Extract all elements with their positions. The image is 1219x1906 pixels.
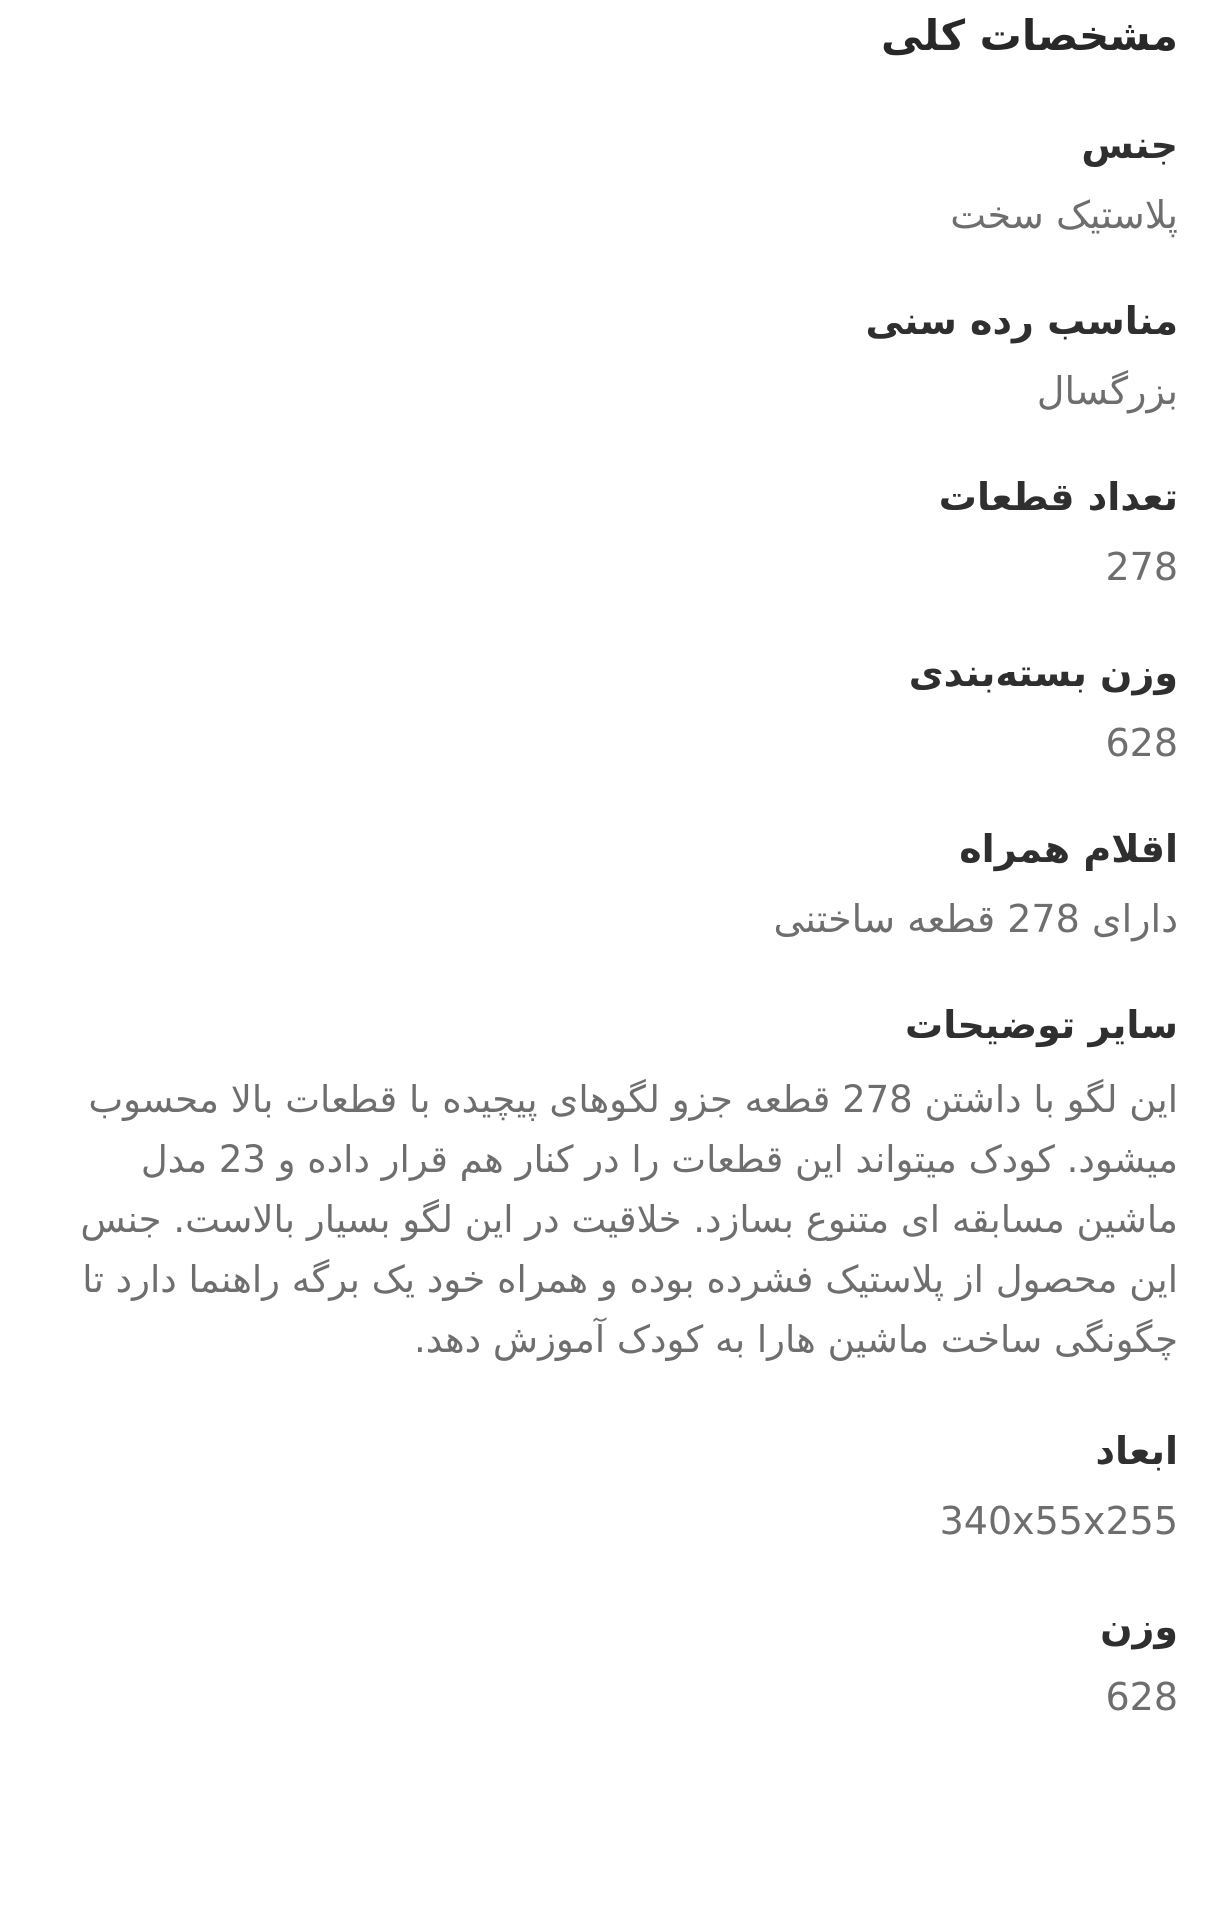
spec-list [40, 120, 1178, 1722]
spec-label: اقلام همراه [959, 827, 1178, 871]
spec-label: جنس [1081, 123, 1178, 167]
spec-value: 628 [1105, 1675, 1178, 1719]
spec-label: مناسب رده سنی [865, 299, 1178, 343]
spec-value: 628 [1105, 721, 1178, 765]
spec-item-piece-count [40, 472, 1178, 592]
page-title: مشخصات کلی [880, 11, 1178, 60]
spec-value: 278 [1105, 545, 1178, 589]
spec-value: بزرگسال [1036, 369, 1178, 413]
spec-item-included-items [40, 824, 1178, 944]
spec-label: ابعاد [1095, 1429, 1178, 1473]
spec-label: وزن [1100, 1605, 1178, 1649]
spec-value: این لگو با داشتن 278 قطعه جزو لگوهای پیچیده با قطعات بالا محسوب میشود. کودک میتواند این قطعات را در کنار هم قرار داده و 23 مدل ماشین مسابقه ای متنوع بسازد. خلاقیت در این لگو بسیار بالاست. جنس این محصول از پلاستیک فشرده بوده و همراه خود یک برگه راهنما دارد تا چگونگی ساخت ماشین هارا به کودک آموزش دهد. [80, 1078, 1178, 1361]
spec-item-dimensions [40, 1426, 1178, 1546]
spec-value: دارای 278 قطعه ساختنی [773, 897, 1178, 941]
spec-label: وزن بسته‌بندی [908, 651, 1178, 695]
spec-label: سایر توضیحات [905, 1003, 1178, 1047]
spec-item-package-weight [40, 648, 1178, 768]
spec-item-weight [40, 1602, 1178, 1722]
spec-item-material [40, 120, 1178, 240]
spec-value: پلاستیک سخت [950, 193, 1178, 237]
spec-item-description [40, 1000, 1178, 1370]
spec-item-age-range [40, 296, 1178, 416]
spec-label: تعداد قطعات [938, 475, 1178, 519]
spec-value: 340x55x255 [939, 1499, 1178, 1543]
